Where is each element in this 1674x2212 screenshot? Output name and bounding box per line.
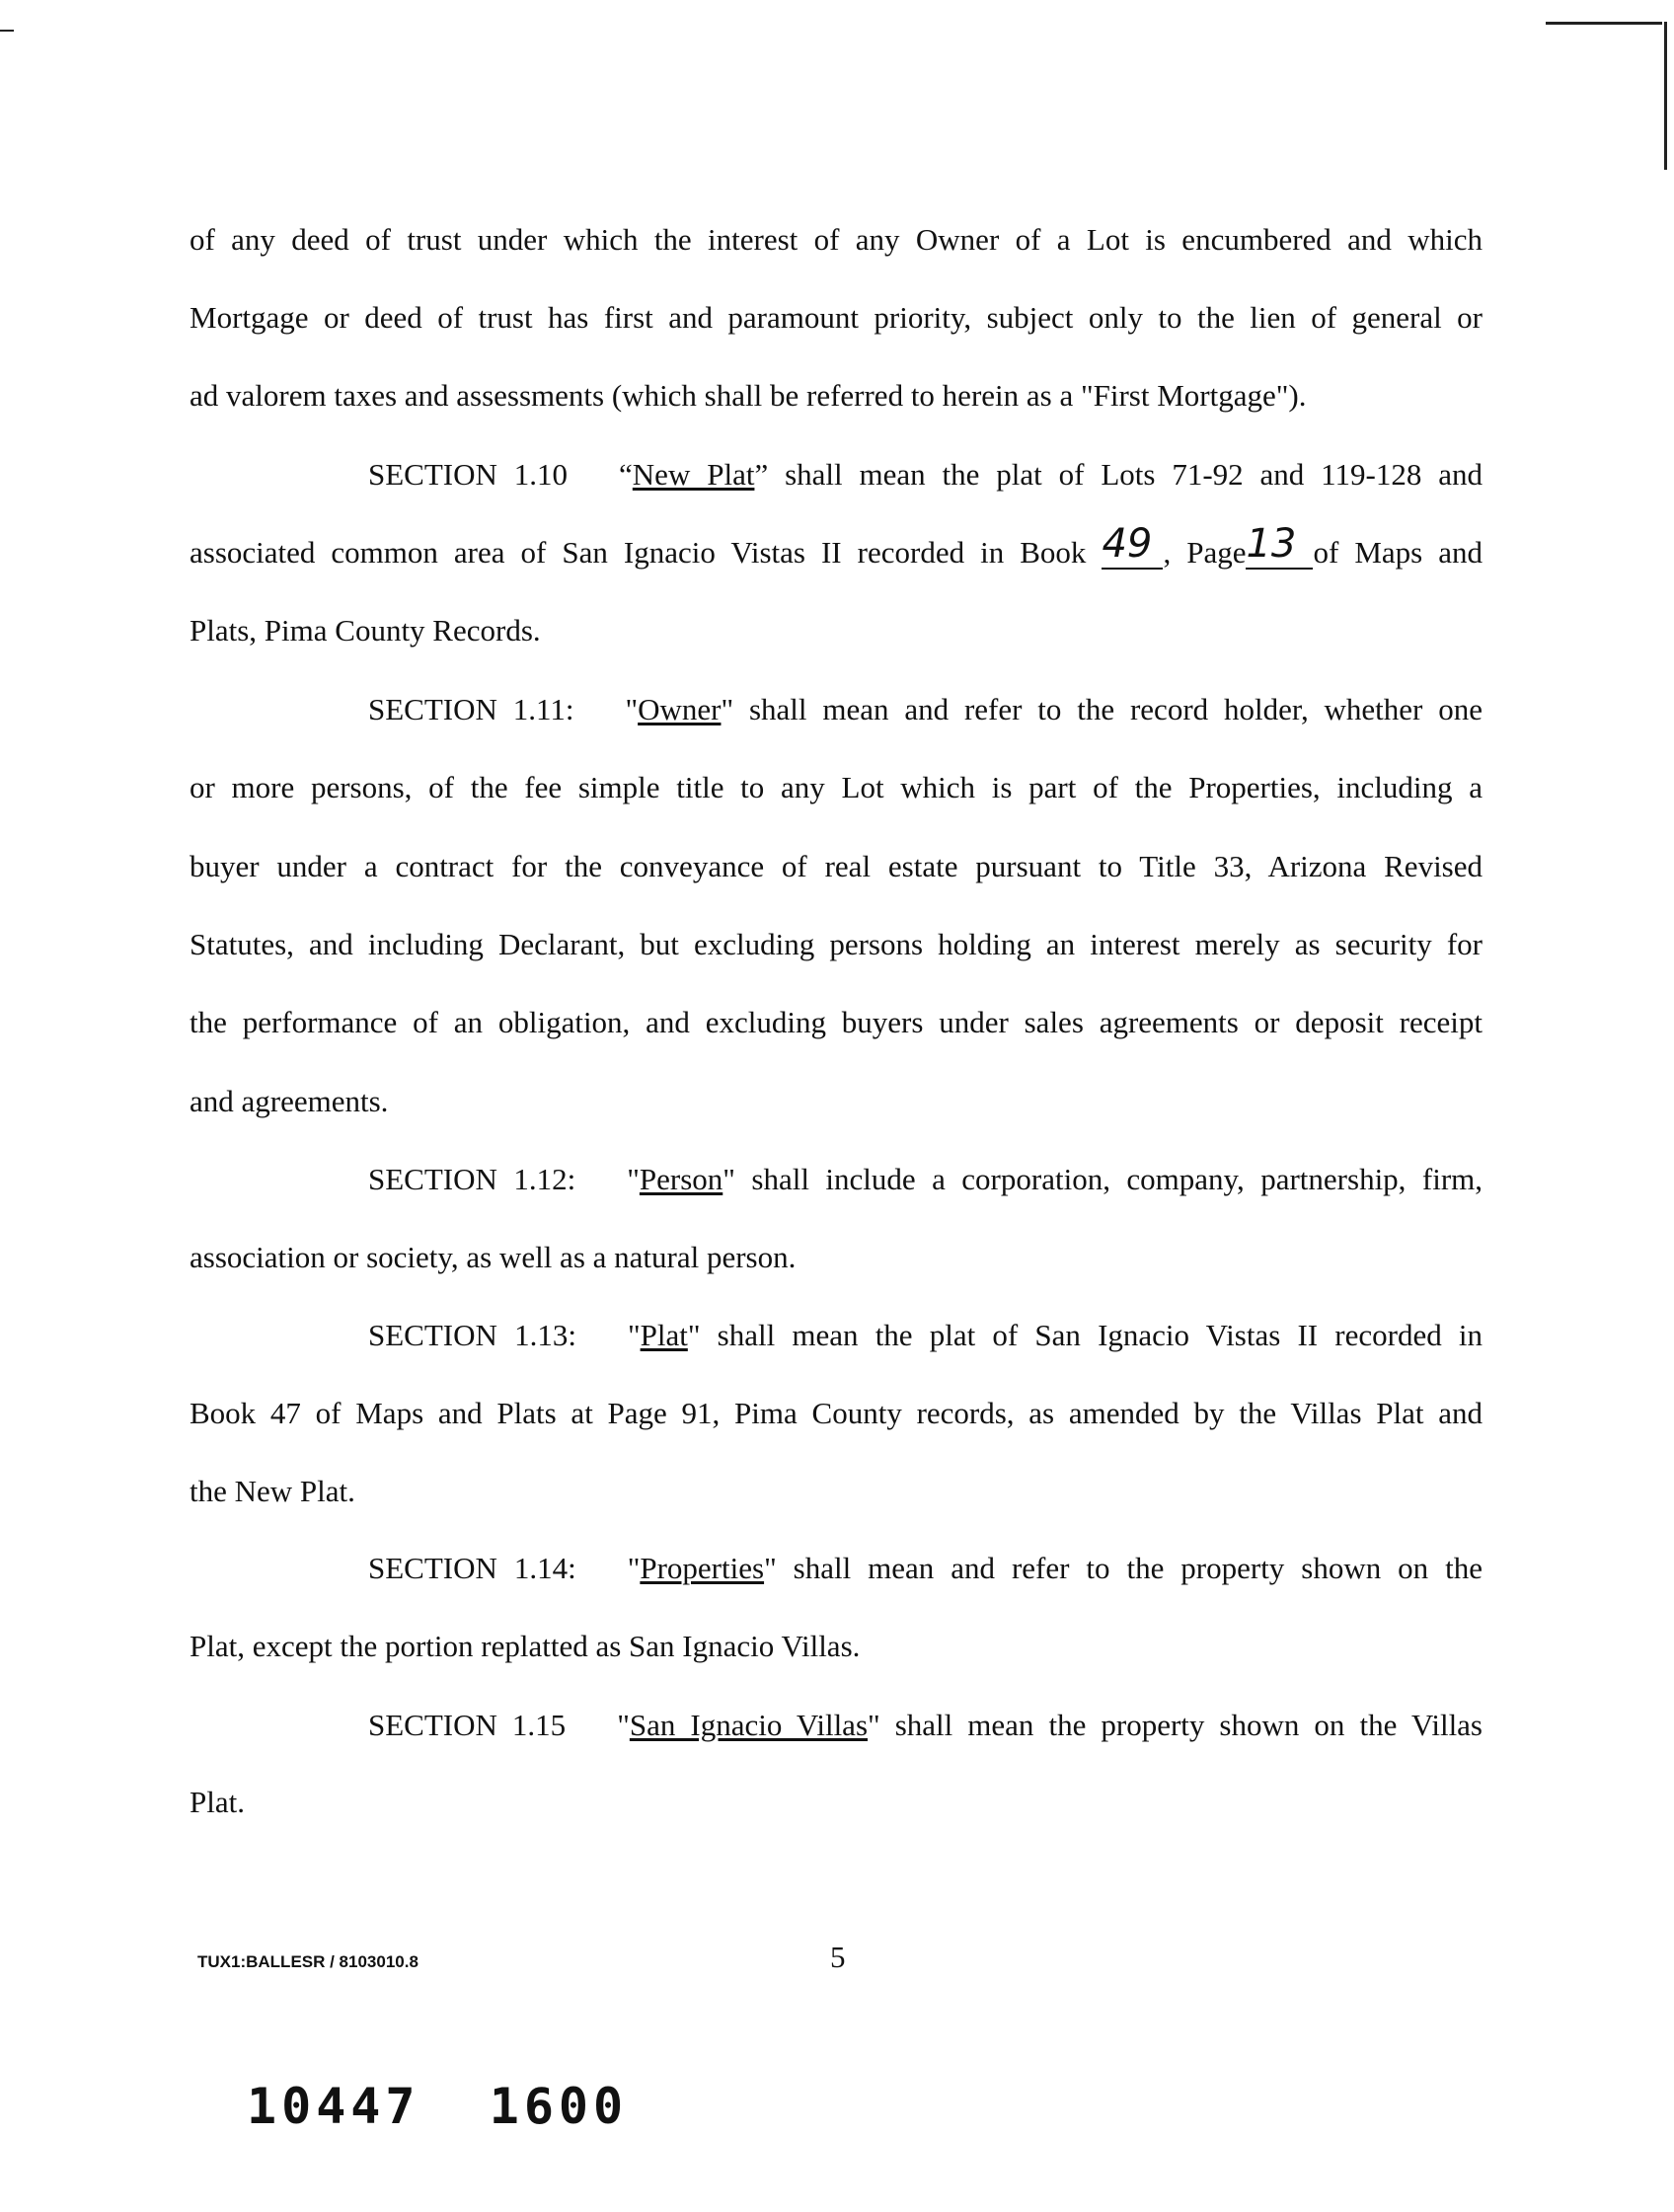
section-heading-line	[190, 1316, 1483, 1355]
section-label: SECTION 1.15	[368, 1708, 567, 1742]
body-line: buyer under a contract for the conveyance of real estate pursuant to Title 33, Arizona Revised	[190, 849, 1483, 883]
section-label: SECTION 1.12:	[368, 1162, 576, 1196]
page-number-blank	[1246, 521, 1313, 570]
scan-edge-mark-top-left	[0, 30, 14, 32]
close-quote: "	[721, 692, 734, 726]
defined-term: San Ignacio Villas	[629, 1708, 869, 1742]
defined-term: Person	[639, 1162, 723, 1196]
body-line: the performance of an obligation, and excluding buyers under sales agreements or deposit receipt	[190, 1005, 1483, 1039]
close-quote: "	[687, 1318, 701, 1352]
body-line: association or society, as well as a natural person.	[190, 1240, 797, 1274]
open-quote: "	[625, 692, 639, 726]
section-heading-line	[190, 1549, 1483, 1588]
body-line: the New Plat.	[190, 1474, 355, 1508]
section-label: SECTION 1.10	[368, 457, 569, 492]
close-quote: "	[723, 1162, 735, 1196]
body-line: Plat.	[190, 1785, 245, 1819]
body-line: or more persons, of the fee simple title to any Lot which is part of the Properties, including a	[190, 770, 1483, 804]
body-line: ad valorem taxes and assessments (which shall be referred to herein as a "First Mortgage").	[190, 378, 1307, 413]
body-line	[190, 521, 1483, 572]
open-quote: "	[627, 1551, 641, 1585]
definition-lead: shall mean and refer to the property shown on the	[776, 1551, 1483, 1585]
line-text: , Page	[1163, 535, 1247, 570]
line-text: associated common area of San Ignacio Vistas II recorded in Book	[190, 535, 1103, 570]
body-line: and agreements.	[190, 1084, 389, 1118]
body-line: Plat, except the portion replatted as San Ignacio Villas.	[190, 1629, 861, 1663]
body-line: Statutes, and including Declarant, but excluding persons holding an interest merely as security for	[190, 927, 1483, 961]
page-number: 5	[830, 1940, 846, 1974]
handwritten-book-number: 49	[1102, 521, 1153, 567]
definition-lead: shall mean the plat of San Ignacio Vistas II recorded in	[700, 1318, 1484, 1352]
defined-term: Properties	[640, 1551, 765, 1585]
body-line: Plats, Pima County Records.	[190, 613, 541, 648]
definition-lead: shall mean and refer to the record holder, whether one	[733, 692, 1483, 726]
open-quote: “	[619, 457, 633, 492]
defined-term: New Plat	[632, 457, 755, 492]
open-quote: "	[627, 1162, 640, 1196]
section-label: SECTION 1.14:	[368, 1551, 576, 1585]
close-quote: "	[868, 1708, 880, 1742]
defined-term: Owner	[638, 692, 722, 726]
open-quote: "	[617, 1708, 630, 1742]
close-quote: ”	[754, 457, 769, 492]
body-line: Book 47 of Maps and Plats at Page 91, Pima County records, as amended by the Villas Plat and	[190, 1396, 1483, 1430]
handwritten-page-number: 13	[1246, 521, 1297, 567]
section-heading-line	[190, 1160, 1483, 1199]
section-heading-line	[190, 690, 1483, 729]
line-text: of Maps and	[1313, 535, 1483, 570]
section-heading-line	[190, 1706, 1483, 1745]
definition-lead: shall include a corporation, company, partnership, firm,	[734, 1162, 1484, 1196]
section-heading-line	[190, 455, 1483, 495]
definition-lead: shall mean the plat of Lots 71-92 and 119-128 and	[768, 457, 1483, 492]
definition-lead: shall mean the property shown on the Villas	[879, 1708, 1483, 1742]
section-label: SECTION 1.13:	[368, 1318, 576, 1352]
body-line: Mortgage or deed of trust has first and paramount priority, subject only to the lien of general or	[190, 300, 1483, 335]
body-line: of any deed of trust under which the interest of any Owner of a Lot is encumbered and which	[190, 222, 1483, 257]
section-label: SECTION 1.11:	[368, 692, 574, 726]
recording-stamp: 10447 1600	[247, 2078, 629, 2135]
close-quote: "	[764, 1551, 777, 1585]
defined-term: Plat	[640, 1318, 688, 1352]
footer-document-id: TUX1:BALLESR / 8103010.8	[197, 1952, 418, 1971]
scan-edge-mark-top-right	[1546, 22, 1662, 25]
book-number-blank	[1102, 521, 1163, 570]
open-quote: "	[627, 1318, 641, 1352]
scan-edge-mark-right	[1664, 22, 1667, 170]
